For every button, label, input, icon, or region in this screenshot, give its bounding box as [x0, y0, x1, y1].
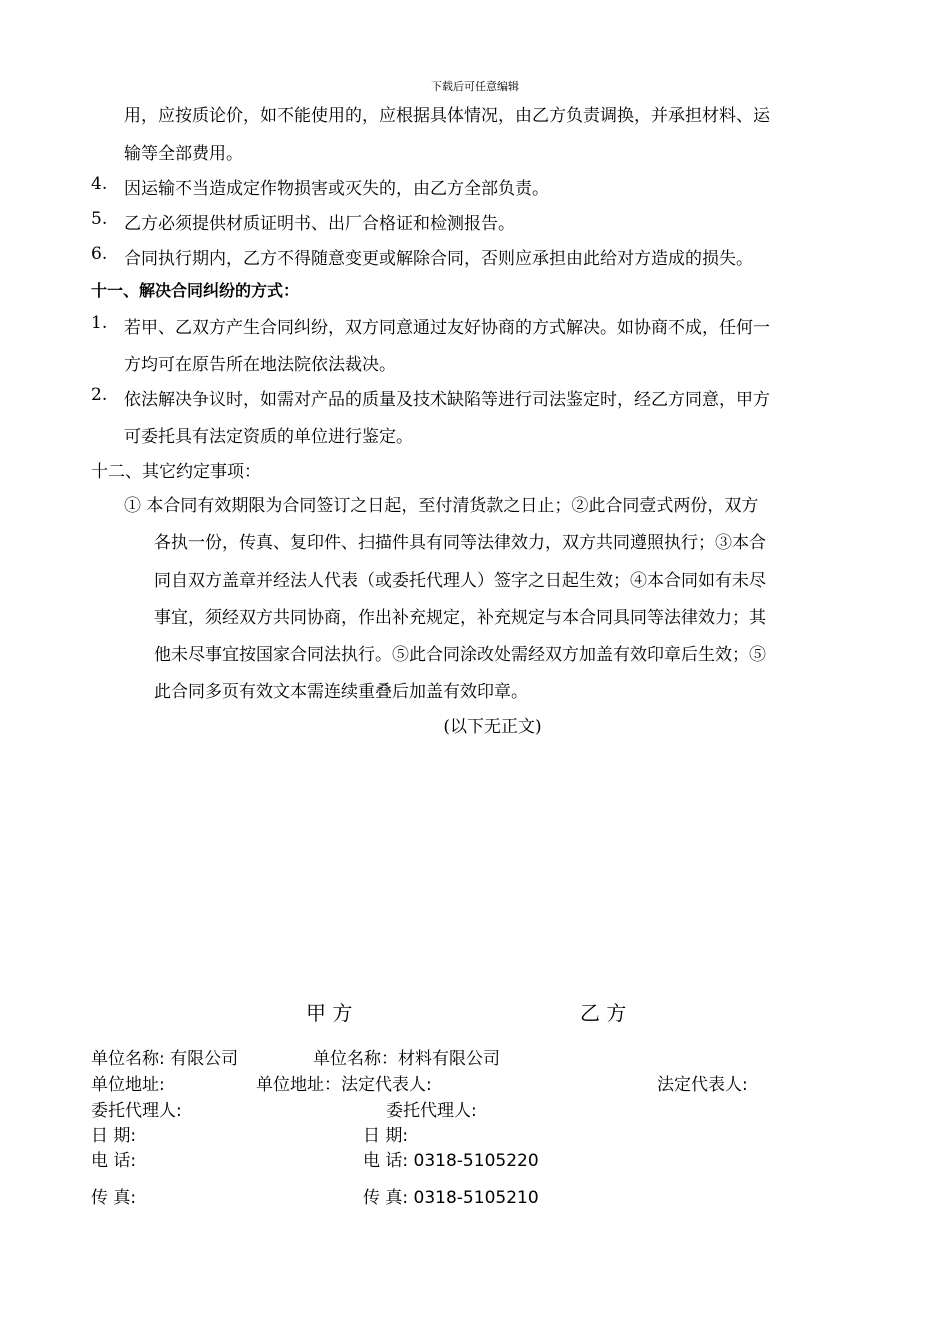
clause12-line1: ① 本合同有效期限为合同签订之日起，至付清货款之日止；②此合同壹式两份，双方	[124, 496, 759, 516]
sig-phone-a: 电 话:	[91, 1151, 137, 1171]
sig-date-a: 日 期:	[91, 1126, 137, 1146]
clause12-title: 十二、其它约定事项：	[91, 462, 261, 482]
sig-agent-a: 委托代理人:	[91, 1101, 182, 1121]
sig-legal-rep: 法定代表人:	[657, 1075, 748, 1095]
clause12-line6: 此合同多页有效文本需连续重叠后加盖有效印章。	[154, 682, 528, 702]
clause12-line3: 同自双方盖章并经法人代表（或委托代理人）签字之日起生效；④本合同如有未尽	[154, 571, 766, 591]
page-header: 下载后可任意编辑	[431, 80, 519, 93]
clause10-item-6-text: 合同执行期内，乙方不得随意变更或解除合同，否则应承担由此给对方造成的损失。	[124, 249, 753, 269]
sig-date-b: 日 期:	[363, 1126, 409, 1146]
sig-agent-b: 委托代理人:	[386, 1101, 477, 1121]
party-a-label: 甲 方	[306, 1001, 353, 1025]
clause11-item-1-num: 1.	[91, 313, 108, 333]
clause10-cont-line1: 用，应按质论价，如不能使用的，应根据具体情况，由乙方负责调换，并承担材料、运	[124, 106, 770, 126]
clause10-item-4-num: 4.	[91, 174, 108, 194]
sig-fax-a: 传 真:	[91, 1188, 137, 1208]
clause12-line2: 各执一份，传真、复印件、扫描件具有同等法律效力，双方共同遵照执行；③本合	[154, 533, 766, 553]
clause11-title: 十一、解决合同纠纷的方式：	[91, 281, 300, 300]
clause11-item-1-line2: 方均可在原告所在地法院依法裁决。	[124, 355, 396, 375]
clause10-item-6-num: 6.	[91, 244, 108, 264]
clause10-cont-line2: 输等全部费用。	[124, 144, 243, 164]
clause10-item-5-num: 5.	[91, 209, 108, 229]
clause11-item-2-num: 2.	[91, 385, 108, 405]
clause10-item-4-text: 因运输不当造成定作物损害或灭失的，由乙方全部负责。	[124, 179, 549, 199]
sig-company-name-a: 单位名称: 有限公司	[91, 1049, 239, 1069]
party-b-label: 乙 方	[580, 1001, 627, 1025]
clause10-item-5-text: 乙方必须提供材质证明书、出厂合格证和检测报告。	[124, 214, 515, 234]
sig-phone-b: 电 话: 0318-5105220	[363, 1151, 539, 1171]
clause12-line5: 他未尽事宜按国家合同法执行。⑤此合同涂改处需经双方加盖有效印章后生效；⑤	[154, 645, 766, 665]
clause12-line4: 事宜，须经双方共同协商，作出补充规定，补充规定与本合同具同等法律效力；其	[154, 608, 766, 628]
sig-address-b: 单位地址：法定代表人:	[256, 1075, 432, 1095]
end-note: (以下无正文)	[443, 717, 542, 737]
clause11-item-1-line1: 若甲、乙双方产生合同纠纷，双方同意通过友好协商的方式解决。如协商不成，任何一	[124, 318, 770, 338]
sig-address-a: 单位地址:	[91, 1075, 165, 1095]
clause11-item-2-line1: 依法解决争议时，如需对产品的质量及技术缺陷等进行司法鉴定时，经乙方同意，甲方	[124, 390, 770, 410]
sig-fax-b: 传 真: 0318-5105210	[363, 1188, 539, 1208]
sig-company-name-b: 单位名称：材料有限公司	[313, 1049, 500, 1069]
clause11-item-2-line2: 可委托具有法定资质的单位进行鉴定。	[124, 427, 413, 447]
